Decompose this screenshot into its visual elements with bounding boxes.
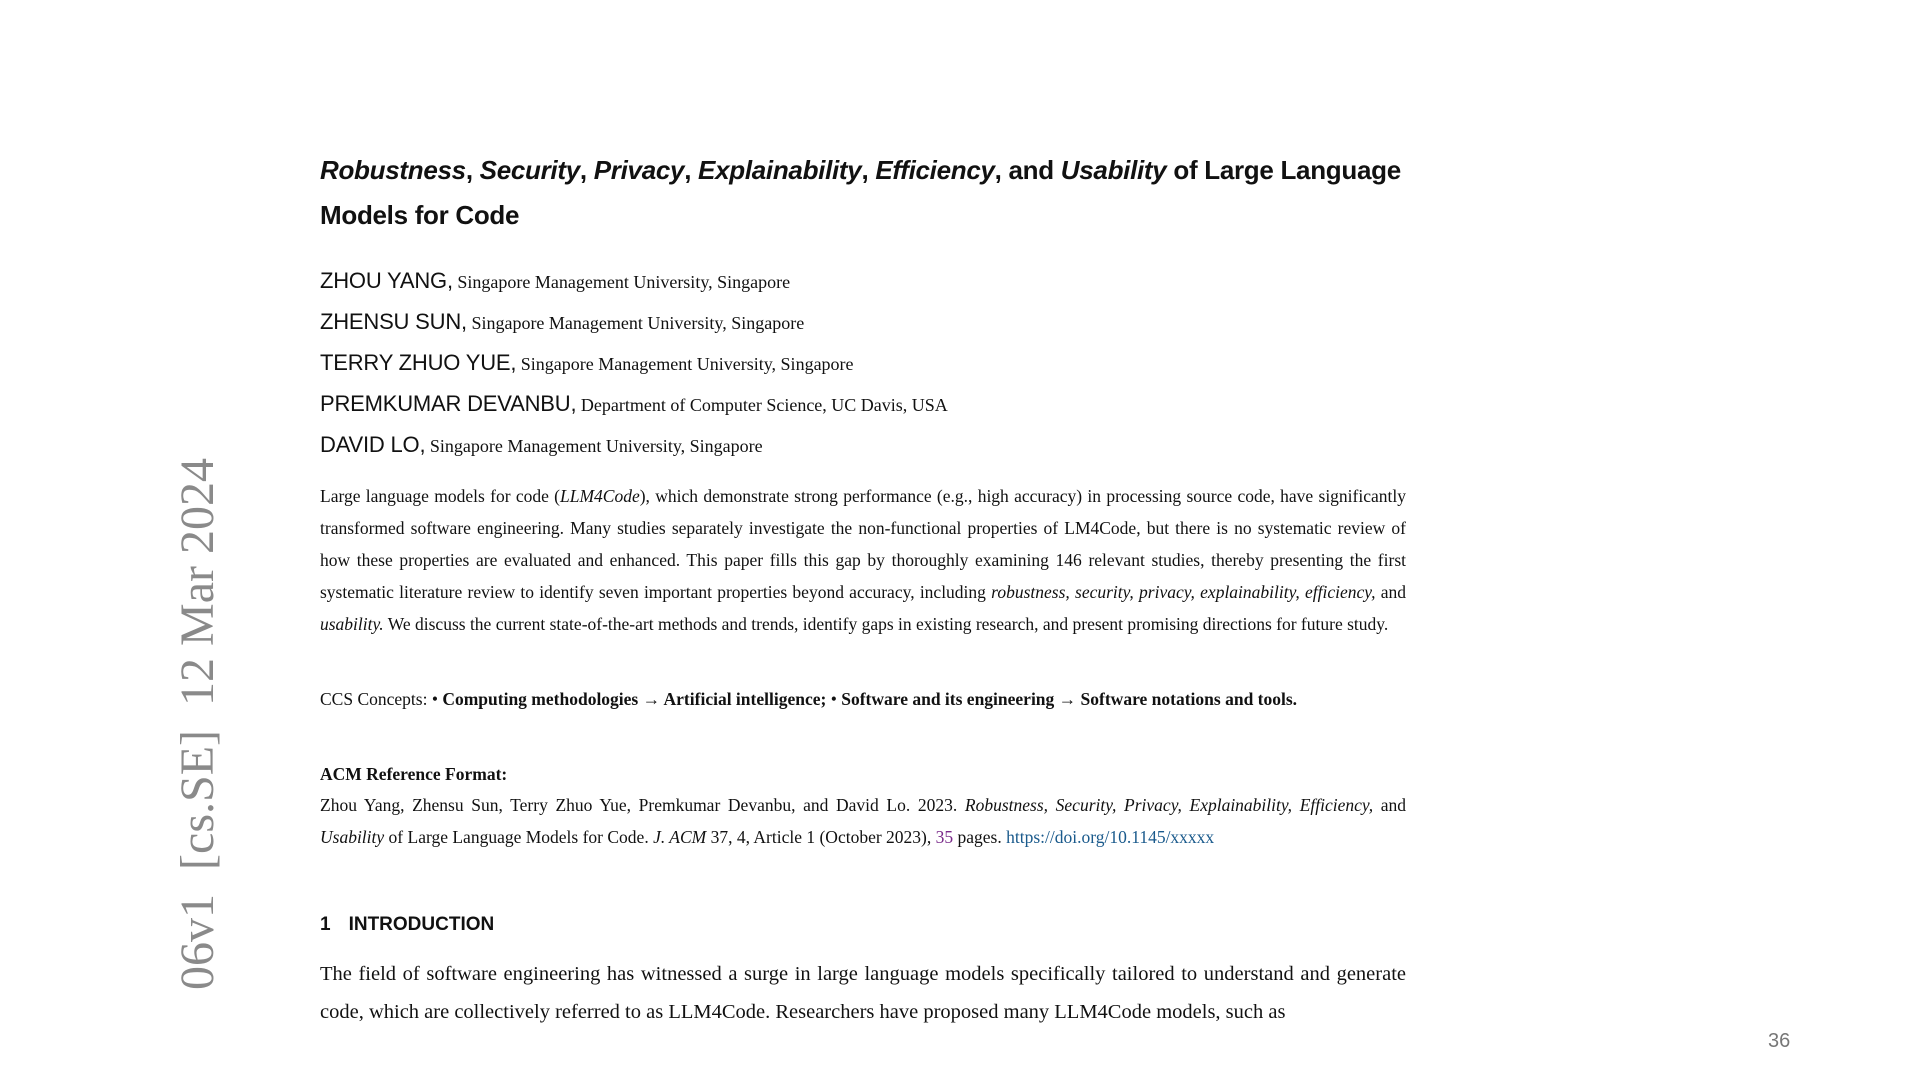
ref-journal: J. ACM (653, 827, 707, 847)
acm-reference-heading: ACM Reference Format: (320, 764, 508, 784)
author (320, 385, 948, 426)
ref-text: of Large Language Models for Code. (384, 827, 654, 847)
abstract-text: ), which demonstrate strong performance (e.g., high accuracy) in processing source code, have significantly transformed software engineering. Many studies separately investigate the non-functional properties of LM4Code, but there is no systematic review of how these properties are evaluated and enhanced. This paper fills this gap by thoroughly examining 146 relevant studies, thereby presenting the first systematic literature review to identify seven important properties beyond accuracy, including (320, 486, 1406, 602)
acm-reference (320, 789, 1406, 853)
title-word: Robustness (320, 155, 466, 185)
ccs-label: CCS Concepts: • (320, 689, 443, 709)
abstract (320, 480, 1406, 640)
author-affiliation: Singapore Management University, Singapore (466, 313, 805, 333)
section-title: INTRODUCTION (348, 914, 495, 935)
section-number: 1 (320, 914, 331, 935)
author-affiliation: Singapore Management University, Singapore (425, 436, 763, 456)
title-word: Privacy (593, 155, 685, 185)
ref-title: Robustness, Security, Privacy, Explainability, Efficiency, (964, 795, 1374, 815)
author-name: TERRY ZHUO YUE, (320, 350, 517, 375)
abstract-italic: usability. (320, 614, 384, 634)
title-word: Usability (1060, 155, 1167, 185)
author (320, 262, 948, 303)
author-name: DAVID LO, (320, 432, 426, 457)
paper-title: Robustness, Security, Privacy, Explainability, Efficiency, and Usability of Large Language Models for Code (320, 155, 1401, 230)
ref-authors: Zhou Yang, Zhensu Sun, Terry Zhuo Yue, Premkumar Devanbu, and David Lo. 2023. (320, 795, 965, 815)
pages-link[interactable]: 35 (935, 827, 954, 847)
ref-text: pages. (953, 827, 1007, 847)
author-affiliation: Singapore Management University, Singapore (452, 272, 791, 292)
author (320, 426, 948, 467)
abstract-text: We discuss the current state-of-the-art methods and trends, identify gaps in existing research, and present promising directions for future study. (383, 614, 1389, 634)
author-affiliation: Department of Computer Science, UC Davis, USA (576, 395, 948, 415)
ccs-concept: Software and its engineering → Software notations and tools. (841, 689, 1298, 709)
page-number: 36 (1768, 1030, 1791, 1052)
ref-text: and (1373, 795, 1406, 815)
abstract-italic: robustness, security, privacy, explainability, efficiency, (991, 582, 1376, 602)
author-name: PREMKUMAR DEVANBU, (320, 391, 577, 416)
title-and: , and (994, 155, 1061, 185)
abstract-text: Large language models for code ( (320, 486, 560, 506)
author-affiliation: Singapore Management University, Singapore (516, 354, 854, 374)
author-name: ZHENSU SUN, (320, 309, 467, 334)
ccs-concept: Computing methodologies → Artificial intelligence; (442, 689, 827, 709)
ccs-concepts (320, 683, 1406, 715)
title-rest: of Large Language Models for Code (320, 155, 1401, 230)
section-heading (320, 914, 494, 936)
author-list (320, 262, 948, 467)
introduction-text: The field of software engineering has witnessed a surge in large language models specifically tailored to understand and generate code, which are collectively referred to as LLM4Code. Researchers have proposed many LLM4Code models, such as (320, 963, 1406, 1023)
doi-link[interactable]: https://doi.org/10.1145/xxxxx (1006, 827, 1215, 847)
abstract-italic: LLM4Code (560, 486, 640, 506)
ref-title: Usability (320, 827, 385, 847)
ccs-separator: • (826, 689, 842, 709)
author-name: ZHOU YANG, (320, 268, 453, 293)
title-word: Security (479, 155, 580, 185)
title-word: Efficiency (875, 155, 995, 185)
title-word: Explainability (698, 155, 862, 185)
arxiv-stamp: 06v1 [cs.SE] 12 Mar 2024 (171, 458, 224, 990)
author (320, 303, 948, 344)
abstract-text: and (1375, 582, 1406, 602)
author (320, 344, 948, 385)
ref-text: 37, 4, Article 1 (October 2023), (706, 827, 936, 847)
